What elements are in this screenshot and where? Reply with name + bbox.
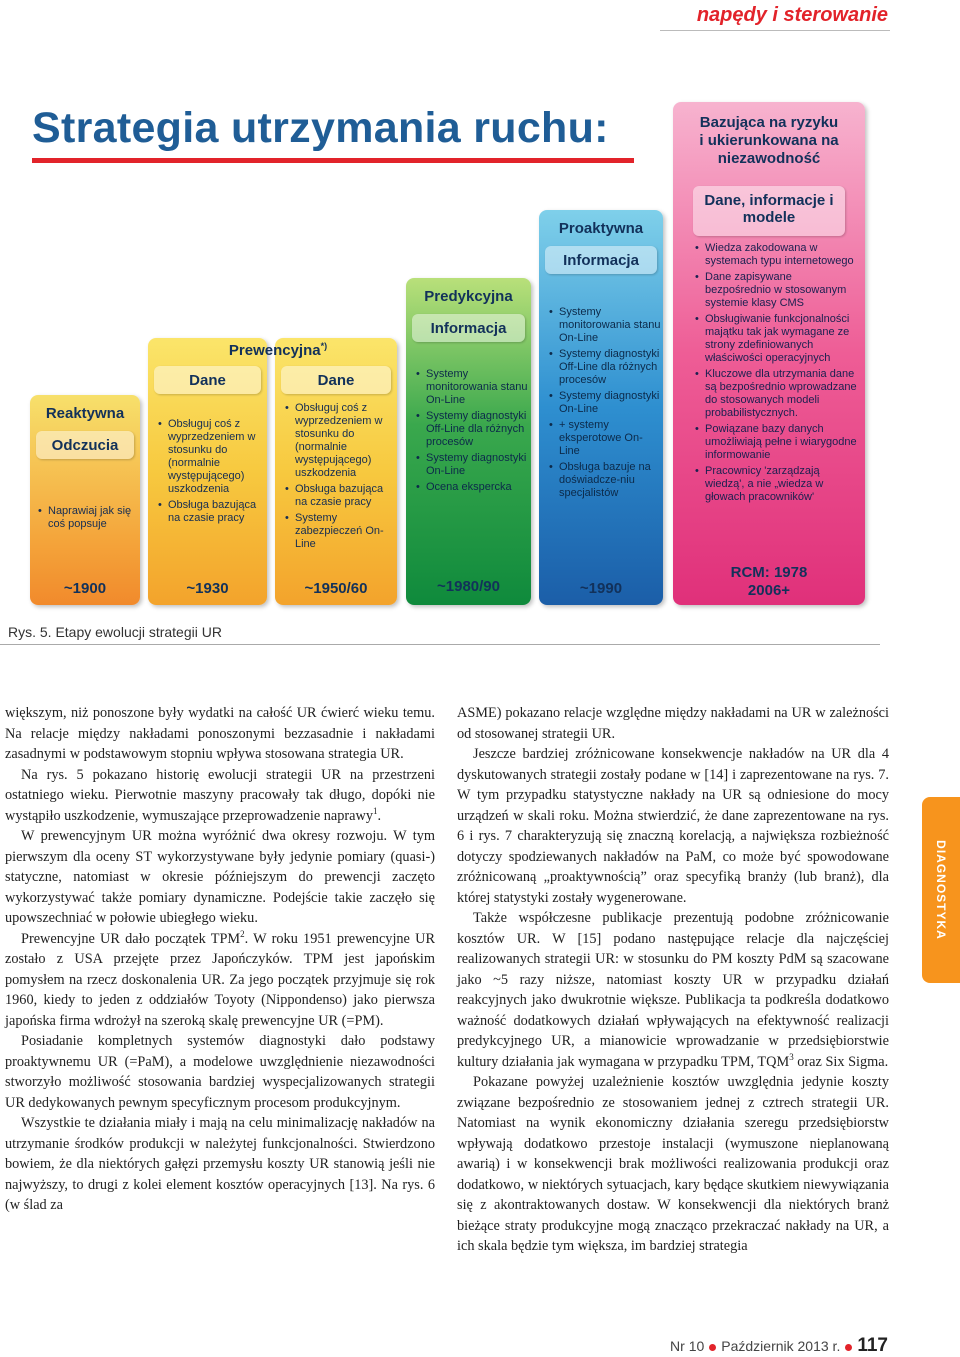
bullet-item: • Systemy diagnostyki On-Line bbox=[426, 452, 528, 478]
prewencyjna-label: Prewencyjna bbox=[228, 342, 321, 359]
bullet-item: • Powiązane bazy danych umożliwiają pełne i wiarygodne informowanie bbox=[705, 423, 857, 462]
paragraph-end: oraz Six Sigma. bbox=[793, 1053, 889, 1070]
paragraph: ASME) pokazano relacje względne między nakładami na UR w zależności od stosowanej strategii UR. bbox=[457, 705, 889, 742]
side-tab-label: DIAGNOSTYKA bbox=[934, 840, 948, 940]
column-title: niezawodność bbox=[717, 150, 821, 167]
paragraph: Pokazane powyżej uzależnienie kosztów uwzględnia jedynie koszty związane bezpośrednio ze stosowaniem jednej z cztrech strategii UR. Natomiast na wynik ekonomiczny działania szeregu przedsiębiorstw wpływają dodatkowo przestoje instalacji (wymuszone nieplanowaną awarią) i w konsekwencji brak możliwości realizowania produkcji oraz dodatkowo, w niektórych sytuacjach, kary będące skutkiem niewywiązania się z akontraktowanych dostaw. W konsekwencji dla niektórych branż bieżące straty produkcyjne mogą znacząco przekraczać nakłady na UR, a ich skala będzie tym większa, im bardziej strategia bbox=[457, 1074, 889, 1254]
bullet-item: • Dane zapisywane bezpośrednio w stosowanym systemie klasy CMS bbox=[705, 271, 857, 310]
column-predykcyjna bbox=[406, 278, 531, 605]
column-prewencyjna-1 bbox=[148, 338, 267, 605]
paragraph: Wszystkie te działania miały i mają na celu minimalizację nakładów na utrzymanie środków produkcji w należytej funkcjonalności. Stwierdzono bowiem, że dla niektórych gałęzi przemysłu koszty UR stanowią jeśli nie najwyższy, to drugi z kolei element kosztów operacyjnych [13]. Na rys. 6 (w ślad za bbox=[5, 1115, 435, 1213]
left-column bbox=[5, 703, 435, 1216]
column-proaktywna bbox=[539, 210, 663, 605]
paragraph: Posiadanie kompletnych systemów diagnostyki dało podstawy proaktywnemu UR (=PaM), a modelowe uwzględnienie niezawodności stworzyło możliwość stosowania bardziej wyspecjalizowanych strategii UR dedykowanych pewnym specyficznym procesom produkcyjnym. bbox=[5, 1033, 435, 1111]
column-prewencyjna-2 bbox=[275, 338, 397, 605]
column-year: ~1930 bbox=[186, 580, 229, 597]
section-side-tab bbox=[922, 797, 960, 983]
paragraph bbox=[5, 929, 435, 1032]
column-year: ~1980/90 bbox=[437, 578, 500, 595]
bullet-item: • Systemy monitorowania stanu On-Line bbox=[559, 306, 661, 345]
figure-title-underline bbox=[32, 158, 634, 163]
right-column bbox=[457, 703, 889, 1257]
bullet-item: • Obsługa bazująca na czasie pracy bbox=[168, 499, 266, 525]
bullet-item: • Pracownicy 'zarządzają wiedzą', a nie „wiedza w głowach pracowników' bbox=[705, 465, 857, 504]
column-year: ~1900 bbox=[63, 580, 107, 597]
column-title: i ukierunkowana na bbox=[699, 132, 839, 149]
column-ryzyko bbox=[673, 102, 865, 605]
bullet-item: • Naprawiaj jak się coś popsuje bbox=[48, 505, 136, 531]
footnote-mark: 2 bbox=[240, 928, 245, 939]
column-title: Bazująca na ryzyku bbox=[699, 114, 839, 131]
strategy-figure bbox=[18, 90, 880, 605]
caption-divider bbox=[0, 644, 880, 645]
bullet-item: • + systemy eksperotowe On-Line bbox=[559, 419, 661, 458]
prewencyjna-footnote-mark: *) bbox=[320, 341, 328, 351]
paragraph-rest: . W roku 1951 prewencyjne UR zostało z USA przejęte przez Japończyków. TPM jest japońskim pomysłem na rzecz doskonalenia UR. Za jego początek przyjmuje się rok 1960, kiedy to jeden z oddziałów Toyoty (Nippondenso) jako pierwsza japońska firma wdrożył na szeroką skalę prewencyjne UR (=PM). bbox=[5, 930, 435, 1029]
paragraph bbox=[5, 765, 435, 827]
bullet-item: • Systemy diagnostyki On-Line bbox=[559, 390, 661, 416]
issue-date: Październik 2013 r. bbox=[721, 1338, 841, 1354]
column-box: Informacja bbox=[545, 246, 657, 274]
column-year: ~1990 bbox=[579, 580, 623, 597]
bullet-item: • Kluczowe dla utrzymania dane są bezpośrednio wprowadzane do stosowanych modeli probabilistycznych. bbox=[705, 368, 857, 420]
paragraph-text: Także współczesne publikacje prezentują podobne zróżnicowanie kosztów UR. W [15] podano następujące relacje dla najczęściej realizowanych strategii UR: w stosunku do PM koszty PdM są szacowane jako ~5 razy niższe, natomiast koszty UR w przypadku działań reakcyjnych jako dwukrotnie większe. Publikacja ta podkreśla dodatkowo ważność dodatkowych działań wpływających na efektywność realizacji predykcyjnego UR, a mianowicie wprowadzanie w przedsiębiorstwie kultury działania jak wymagana w przypadku TPM, TQM bbox=[457, 910, 889, 1070]
paragraph-end: . bbox=[377, 807, 382, 824]
bullet-item: • Systemy diagnostyki Off-Line dla różnych procesów bbox=[426, 410, 528, 449]
column-title: Proaktywna bbox=[558, 220, 644, 237]
paragraph: Jeszcze bardziej zróżnicowane konsekwencje nakładów na UR dla 4 dyskutowanych strategii zostały podane w [14] i zaprezentowane na rys. 7. W tym przypadku statystyczne nakłady na UR są odniesione do mocy urządzeń w skali roku. Można stwierdzić, że dane zaprezentowane na rys. 6 i rys. 7 charakteryzują się znaczną korelacją, a największa rozbieżność dotyczy spodziewanych nakładów na PaM, co może być spowodowane zróżnicowaną „proaktywnością” oraz specyfiką branży (lub branż), dla której statystyki zostały wygenerowane. bbox=[457, 746, 889, 906]
bullet-item: • Obsługiwanie funkcjonalności majątku tak jak wymagane ze strony zdefiniowanych właściwości operacyjnych bbox=[705, 313, 857, 365]
column-box: Informacja bbox=[412, 314, 525, 342]
bullet-item: • Obsługa bazująca na czasie pracy bbox=[295, 483, 395, 509]
paragraph: W prewencyjnym UR można wyróżnić dwa okresy rozwoju. W tym pierwszym dla oceny ST wykorzystywane były jedynie pomiary (quasi-) statyczne, natomiast w okresie późniejszym do prewencji zaczęto wykorzystywać także pomiary dynamiczne. Podejście takie zaczęło się upowszechniać w połowie ubiegłego wieku. bbox=[5, 828, 435, 926]
column-reaktywna bbox=[30, 395, 140, 605]
column-box: Odczucia bbox=[36, 431, 134, 459]
bullet-item: • Obsługa bazuje na doświadcze-niu specjalistów bbox=[559, 461, 661, 500]
figure-title: Strategia utrzymania ruchu: bbox=[32, 104, 609, 152]
column-year: RCM: 1978 2006+ bbox=[730, 564, 808, 599]
bullet-dot-icon bbox=[709, 1344, 716, 1351]
figure-caption: Rys. 5. Etapy ewolucji strategii UR bbox=[8, 624, 222, 640]
bullet-item: • Wiedza zakodowana w systemach typu internetowego bbox=[705, 242, 857, 268]
paragraph: większym, niż ponoszone były wydatki na całość UR ćwierć wieku temu. Na relacje między nakładami ponoszonymi bezzasadnie i nakładami zasadnymi w podstawowym stopniu wpływa stosowana strategia UR. bbox=[5, 705, 435, 762]
bullet-item: • Ocena ekspercka bbox=[426, 481, 528, 494]
column-title: Reaktywna bbox=[45, 405, 125, 422]
bullet-item: • Systemy zabezpieczeń On-Line bbox=[295, 512, 395, 551]
prewencyjna-title bbox=[198, 342, 358, 359]
bullet-item: • Obsługuj coś z wyprzedzeniem w stosunku do (normalnie występującego) uszkodzenia bbox=[168, 418, 266, 496]
page-number: 117 bbox=[857, 1335, 888, 1356]
footnote-mark: 3 bbox=[789, 1051, 794, 1062]
column-year: ~1950/60 bbox=[304, 580, 368, 597]
bullet-dot-icon bbox=[845, 1344, 852, 1351]
bullet-item: • Systemy diagnostyki Off-Line dla różnych procesów bbox=[559, 348, 661, 387]
bullet-item: • Obsługuj coś z wyprzedzeniem w stosunku do (normalnie występującego) uszkodzenia bbox=[295, 402, 395, 480]
column-box: Dane, informacje i modele bbox=[693, 186, 845, 236]
footnote-mark: 1 bbox=[373, 805, 378, 816]
section-header: napędy i sterowanie bbox=[696, 4, 888, 26]
column-box: Dane bbox=[154, 366, 261, 394]
paragraph-text: Na rys. 5 pokazano historię ewolucji strategii UR na przestrzeni ostatniego wieku. Pierwotnie maszyny pracowały tak długo, dopóki nie wystąpiło uszkodzenie, wymuszające przeprowadzenie naprawy bbox=[5, 766, 435, 824]
column-box: Dane bbox=[281, 366, 391, 394]
column-title: Predykcyjna bbox=[424, 288, 513, 305]
paragraph bbox=[457, 908, 889, 1072]
paragraph-text: Prewencyjne UR dało początek TPM bbox=[21, 930, 241, 947]
bullet-item: • Systemy monitorowania stanu On-Line bbox=[426, 368, 528, 407]
header-divider bbox=[660, 30, 890, 31]
issue-number: Nr 10 bbox=[670, 1338, 705, 1354]
